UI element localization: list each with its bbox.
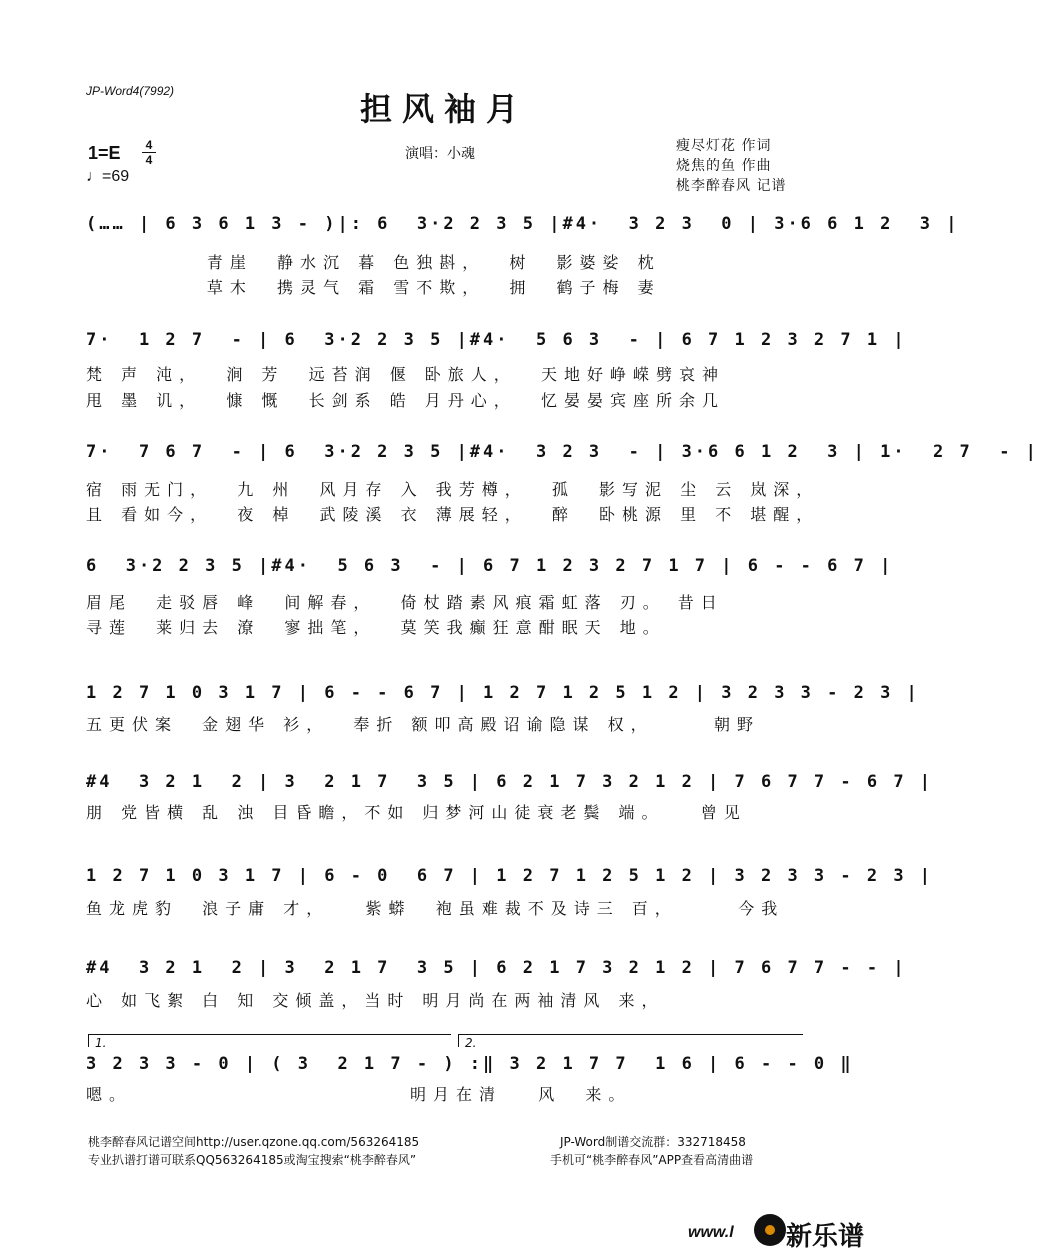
composer-credit: 烧焦的鱼 作曲 [676,158,772,174]
lyric-row-9: 嗯。 明月在清 风 来。 [86,1085,632,1104]
notation-row-9: 3 2 3 3 - 0 | ( 3 2 1 7 - ) :‖ 3 2 1 7 7 1 6 | 6 - - 0 ‖ [86,1054,854,1074]
notation-row-7: 1 2 7 1 0 3 1 7 | 6 - 0 6 7 | 1 2 7 1 2 5 1 2 | 3 2 3 3 - 2 3 | [86,866,934,886]
footer-group: JP-Word制谱交流群：332718458 [560,1135,746,1149]
notation-row-3: 7· 7 6 7 - | 6 3·2 2 3 5 |#4· 3 2 3 - | 3·6 6 1 2 3 | 1· 2 7 - | [86,442,1039,462]
lyric-row-3-verse-1: 宿 雨无门， 九 州 风月存 入 我芳樽， 孤 影写泥 尘 云 岚深， [86,480,820,499]
notation-row-5: 1 2 7 1 0 3 1 7 | 6 - - 6 7 | 1 2 7 1 2 5 1 2 | 3 2 3 3 - 2 3 | [86,683,920,703]
notation-row-1: (…… | 6 3 6 1 3 - )|: 6 3·2 2 3 5 |#4· 3 2 3 0 | 3·6 6 1 2 3 | [86,214,960,234]
lyric-row-4-verse-1: 眉尾 走驳唇 峰 间解春， 倚杖踏素风痕霜虹落 刃。 昔日 [86,593,724,612]
lyric-row-1-verse-1: 青崖 静水沉 暮 色独斟， 树 影婆娑 枕 [86,253,661,272]
vinyl-record-icon [754,1214,786,1246]
tempo-marking: ♩=69 [86,168,130,185]
song-title: 担风袖月 [359,90,528,128]
lyric-row-2-verse-1: 梵 声 沌， 涧 芳 远苔润 偃 卧旅人， 天地好峥嵘劈哀神 [86,365,725,384]
lyric-row-7: 鱼龙虎豹 浪子庸 才， 紫蟒 袍虽难裁不及诗三 百， 今我 [86,899,785,918]
second-ending-bracket [458,1034,803,1050]
lyricist-credit: 瘦尽灯花 作词 [676,138,772,154]
meter-numerator: 4 [145,138,153,152]
first-ending-label: 1. [95,1036,107,1050]
footer-app: 手机可“桃李醉春风”APP查看高清曲谱 [550,1153,754,1167]
footer-contact: 专业扒谱打谱可联系QQ563264185或淘宝搜索“桃李醉春风” [88,1153,417,1167]
second-ending-label: 2. [465,1036,477,1050]
notation-row-2: 7· 1 2 7 - | 6 3·2 2 3 5 |#4· 5 6 3 - | 6 7 1 2 3 2 7 1 | [86,330,907,350]
brand-logo: 新乐谱 [786,1222,865,1252]
singer-credit: 演唱：小魂 [405,146,475,162]
lyric-row-1-verse-2: 草木 携灵气 霜 雪不欺， 拥 鹤子梅 妻 [86,278,661,297]
transcriber-credit: 桃李醉春风 记谱 [676,178,787,194]
lyric-row-2-verse-2: 甩 墨 讥， 慷 慨 长剑系 皓 月丹心， 忆晏晏宾座所余几 [86,391,725,410]
first-ending-bracket [88,1034,451,1050]
notation-row-4: 6 3·2 2 3 5 |#4· 5 6 3 - | 6 7 1 2 3 2 7 1 7 | 6 - - 6 7 | [86,556,894,576]
lyric-row-5: 五更伏案 金翅华 衫， 奉折 额叩高殿诏谕隐谋 权， 朝野 [86,715,761,734]
notation-row-8: #4 3 2 1 2 | 3 2 1 7 3 5 | 6 2 1 7 3 2 1 2 | 7 6 7 7 - - | [86,958,907,978]
lyric-row-3-verse-2: 且 看如今， 夜 棹 武陵溪 衣 薄展轻， 醉 卧桃源 里 不 堪醒， [86,505,820,524]
key-signature: 1=E [88,143,121,163]
lyric-row-6: 朋 党皆横 乱 浊 目昏瞻，不如 归梦河山徒衰老鬓 端。 曾见 [86,803,747,822]
software-version: JP-Word4(7992) [86,84,175,98]
lyric-row-8: 心 如飞絮 白 知 交倾盖，当时 明月尚在两袖清风 来， [86,991,665,1010]
notation-row-6: #4 3 2 1 2 | 3 2 1 7 3 5 | 6 2 1 7 3 2 1 2 | 7 6 7 7 - 6 7 | [86,772,934,792]
lyric-row-4-verse-2: 寻莲 莱归去 潦 寥拙笔， 莫笑我癫狂意酣眠天 地。 [86,618,666,637]
time-signature [142,139,156,166]
site-url: www.l [688,1224,734,1241]
footer-qzone-link: 桃李醉春风记谱空间http://user.qzone.qq.com/563264185 [88,1135,420,1149]
meter-denominator: 4 [145,153,153,167]
